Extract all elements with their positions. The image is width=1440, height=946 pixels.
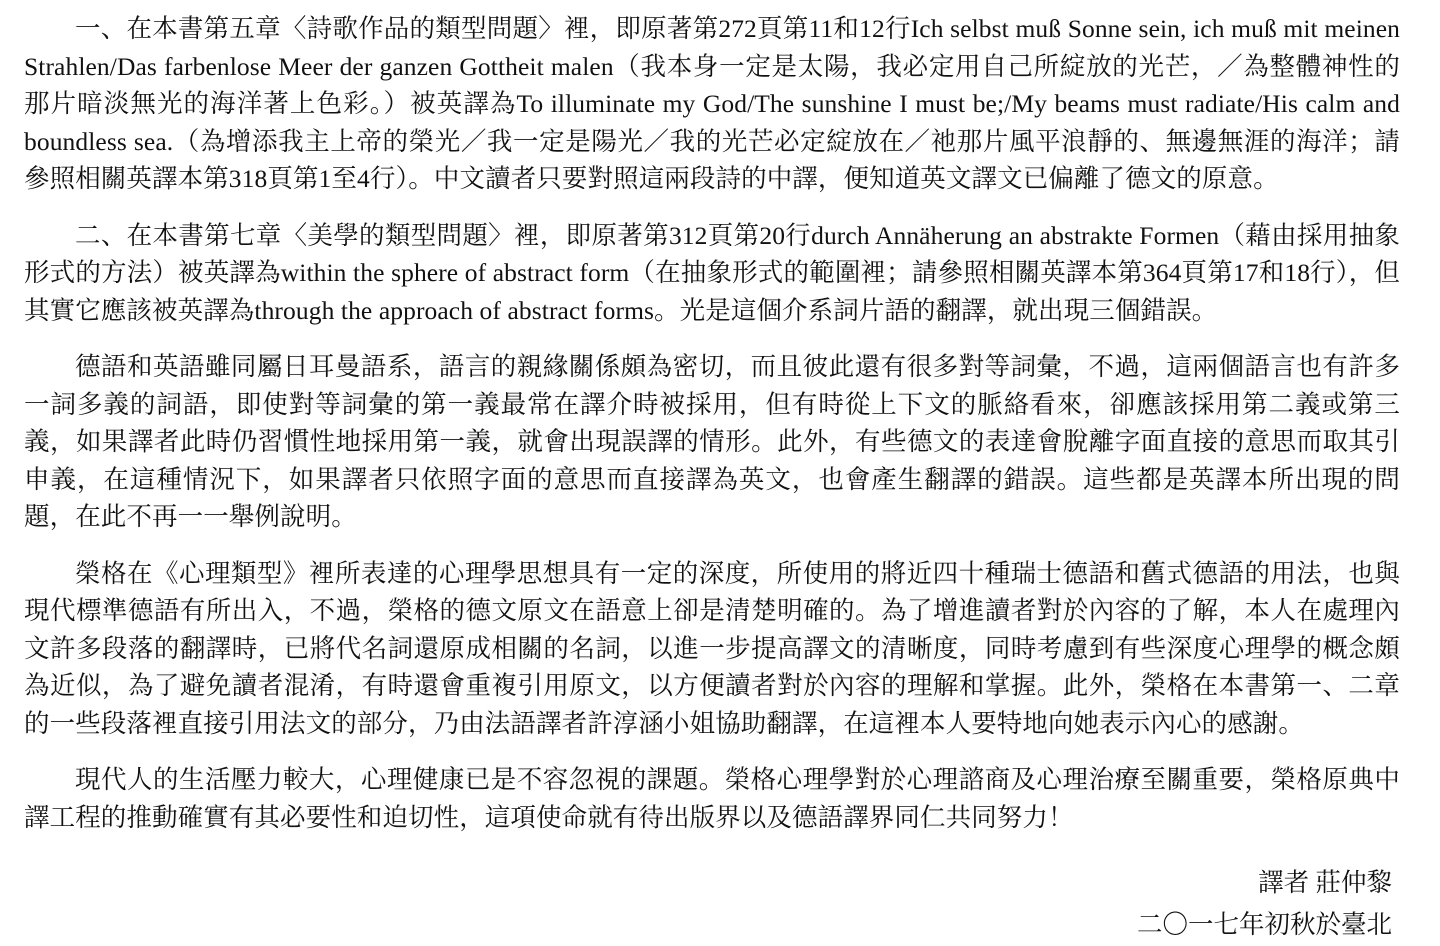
signoff-block	[24, 862, 1400, 946]
paragraph-4: 榮格在《心理類型》裡所表達的心理學思想具有一定的深度，所使用的將近四十種瑞士德語和舊式德語的用法，也與現代標準德語有所出入，不過，榮格的德文原文在語意上卻是清楚明確的。為了增進讀者對於內容的了解，本人在處理內文許多段落的翻譯時，已將代名詞還原成相關的名詞，以進一步提高譯文的清晰度，同時考慮到有些深度心理學的概念頗為近似，為了避免讀者混淆，有時還會重複引用原文，以方便讀者對於內容的理解和掌握。此外，榮格在本書第一、二章的一些段落裡直接引用法文的部分，乃由法語譯者許淳涵小姐協助翻譯，在這裡本人要特地向她表示內心的感謝。	[24, 558, 1400, 738]
signoff-date-place: 二〇一七年初秋於臺北	[1136, 910, 1392, 939]
translator-signature: 譯者 莊仲黎	[1258, 868, 1392, 897]
paragraph-1: 一、在本書第五章〈詩歌作品的類型問題〉裡，即原著第272頁第11和12行Ich selbst muß Sonne sein, ich muß mit meinen Strahlen/Das farbenlose Meer der ganzen Gottheit malen（我本身一定是太陽，我必定用自己所綻放的光芒，／為整體神性的那片暗淡無光的海洋著上色彩。）被英譯為To illuminate my God/The sunshine I must be;/My beams must radiate/His calm and boundless sea.（為增添我主上帝的榮光／我一定是陽光／我的光芒必定綻放在／祂那片風平浪靜的、無邊無涯的海洋；請參照相關英譯本第318頁第1至4行）。中文讀者只要對照這兩段詩的中譯，便知道英文譯文已偏離了德文的原意。	[24, 14, 1400, 193]
paragraph-5: 現代人的生活壓力較大，心理健康已是不容忽視的課題。榮格心理學對於心理諮商及心理治療至關重要，榮格原典中譯工程的推動確實有其必要性和迫切性，這項使命就有待出版界以及德語譯界同仁共同努力！	[24, 765, 1400, 832]
paragraph-3: 德語和英語雖同屬日耳曼語系，語言的親緣關係頗為密切，而且彼此還有很多對等詞彙，不過，這兩個語言也有許多一詞多義的詞語，即使對等詞彙的第一義最常在譯介時被採用，但有時從上下文的脈絡看來，卻應該採用第二義或第三義，如果譯者此時仍習慣性地採用第一義，就會出現誤譯的情形。此外，有些德文的表達會脫離字面直接的意思而取其引申義，在這種情況下，如果譯者只依照字面的意思而直接譯為英文，也會產生翻譯的錯誤。這些都是英譯本所出現的問題，在此不再一一舉例說明。	[24, 352, 1400, 531]
paragraph-2: 二、在本書第七章〈美學的類型問題〉裡，即原著第312頁第20行durch Annäherung an abstrakte Formen（藉由採用抽象形式的方法）被英譯為within the sphere of abstract form（在抽象形式的範圍裡；請參照相關英譯本第364頁第17和18行），但其實它應該被英譯為through the approach of abstract forms。光是這個介系詞片語的翻譯，就出現三個錯誤。	[24, 220, 1400, 325]
